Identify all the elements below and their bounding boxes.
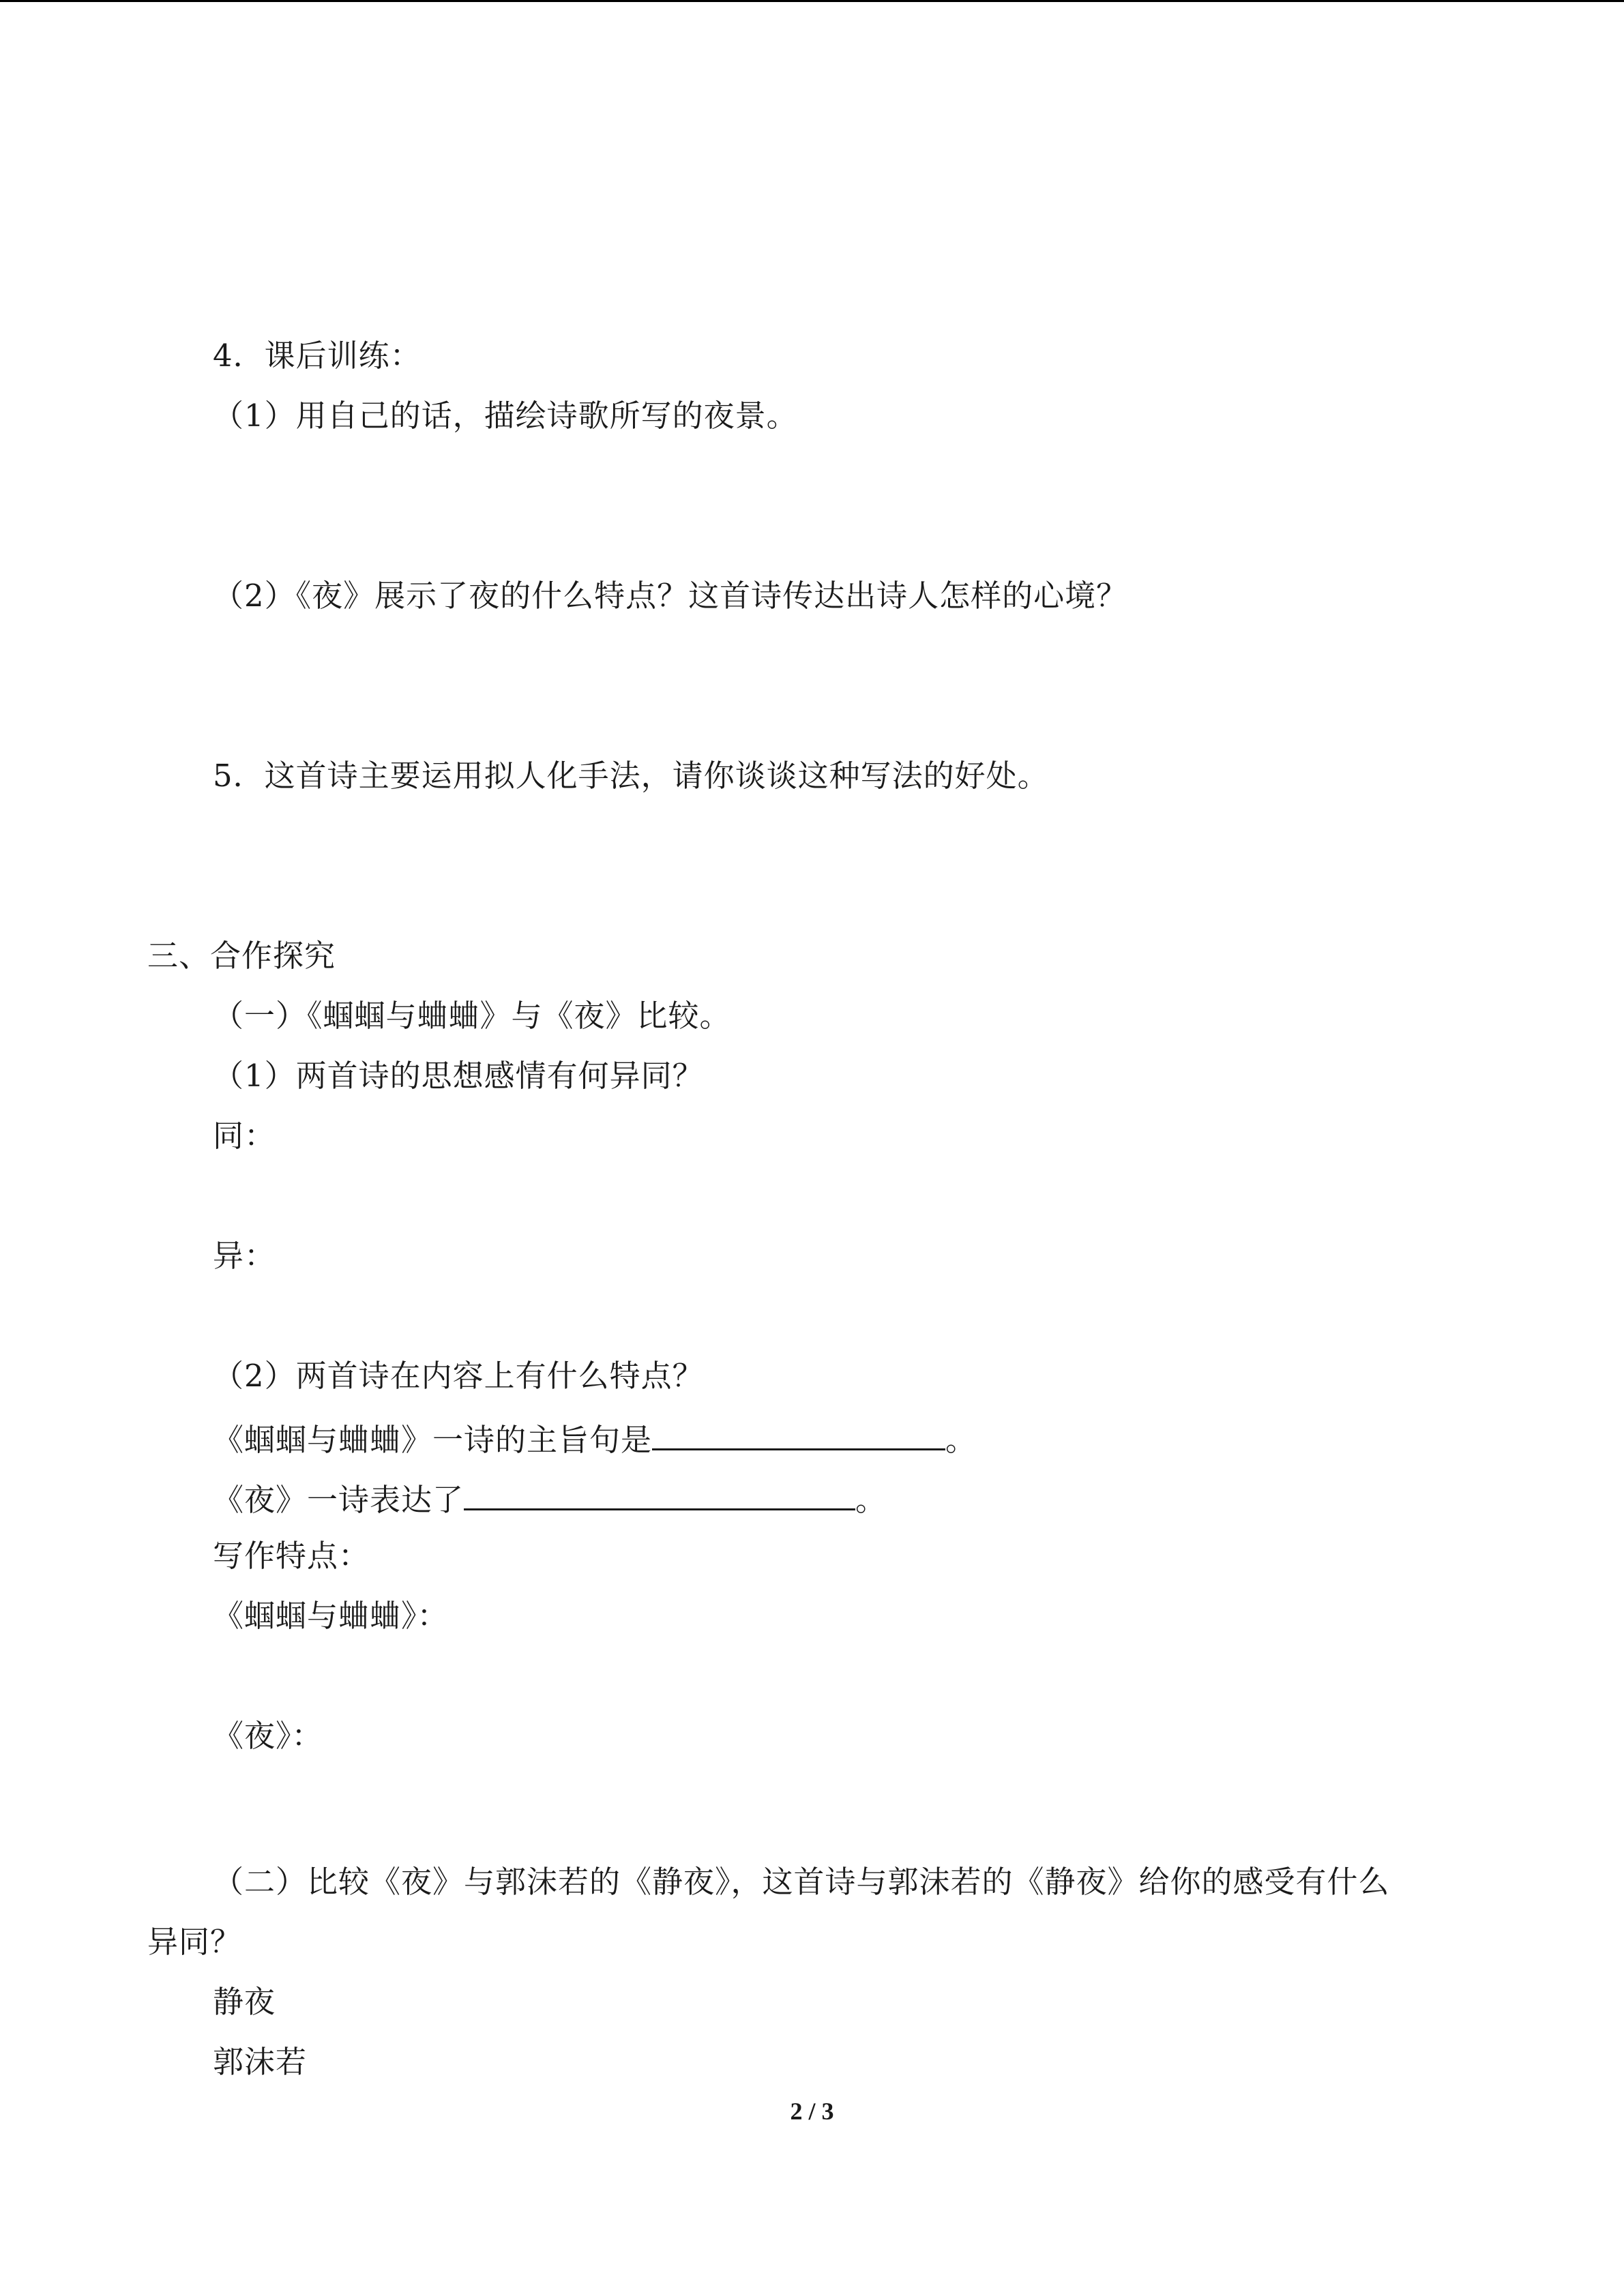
theme-answer-blank[interactable] <box>652 1416 945 1450</box>
part-2-question-line-1: （二）比较《夜》与郭沫若的《静夜》，这首诗与郭沫若的《静夜》给你的感受有什么 <box>213 1864 1390 1900</box>
same-label: 同： <box>213 1118 276 1154</box>
theme-sentence-line <box>213 1416 977 1461</box>
poem-1-features-label: 《蝈蝈与蛐蛐》： <box>213 1598 449 1634</box>
poem-2-features-label: 《夜》： <box>213 1718 323 1754</box>
night-expression-suffix: 。 <box>855 1482 887 1518</box>
poem-title: 静夜 <box>213 1984 276 2020</box>
poem-author: 郭沫若 <box>213 2044 308 2080</box>
part-1-question-2: （2）两首诗在内容上有什么特点？ <box>213 1358 704 1394</box>
writing-features-label: 写作特点： <box>213 1538 370 1574</box>
question-5: 5．这首诗主要运用拟人化手法，请你谈谈这种写法的好处。 <box>213 758 1049 794</box>
theme-sentence-prefix: 《蝈蝈与蛐蛐》一诗的主旨句是 <box>213 1422 653 1458</box>
part-1-title: （一）《蝈蝈与蛐蛐》与《夜》比较。 <box>213 998 731 1034</box>
difference-label: 异： <box>213 1238 276 1274</box>
question-4-2: （2）《夜》展示了夜的什么特点？这首诗传达出诗人怎样的心境？ <box>213 578 1128 614</box>
question-4-1: （1）用自己的话，描绘诗歌所写的夜景。 <box>213 398 798 434</box>
part-2-question-line-2: 异同？ <box>147 1924 242 1960</box>
section-4-heading: 4．课后训练： <box>213 338 422 374</box>
night-expression-line <box>213 1476 887 1521</box>
section-3-heading: 三、合作探究 <box>147 938 336 974</box>
page-top-border <box>0 0 1624 2</box>
night-answer-blank[interactable] <box>464 1476 855 1510</box>
part-1-question-1: （1）两首诗的思想感情有何异同？ <box>213 1058 704 1094</box>
night-expression-prefix: 《夜》一诗表达了 <box>213 1482 464 1518</box>
theme-sentence-suffix: 。 <box>945 1422 977 1458</box>
page-number: 2 / 3 <box>790 2098 834 2125</box>
